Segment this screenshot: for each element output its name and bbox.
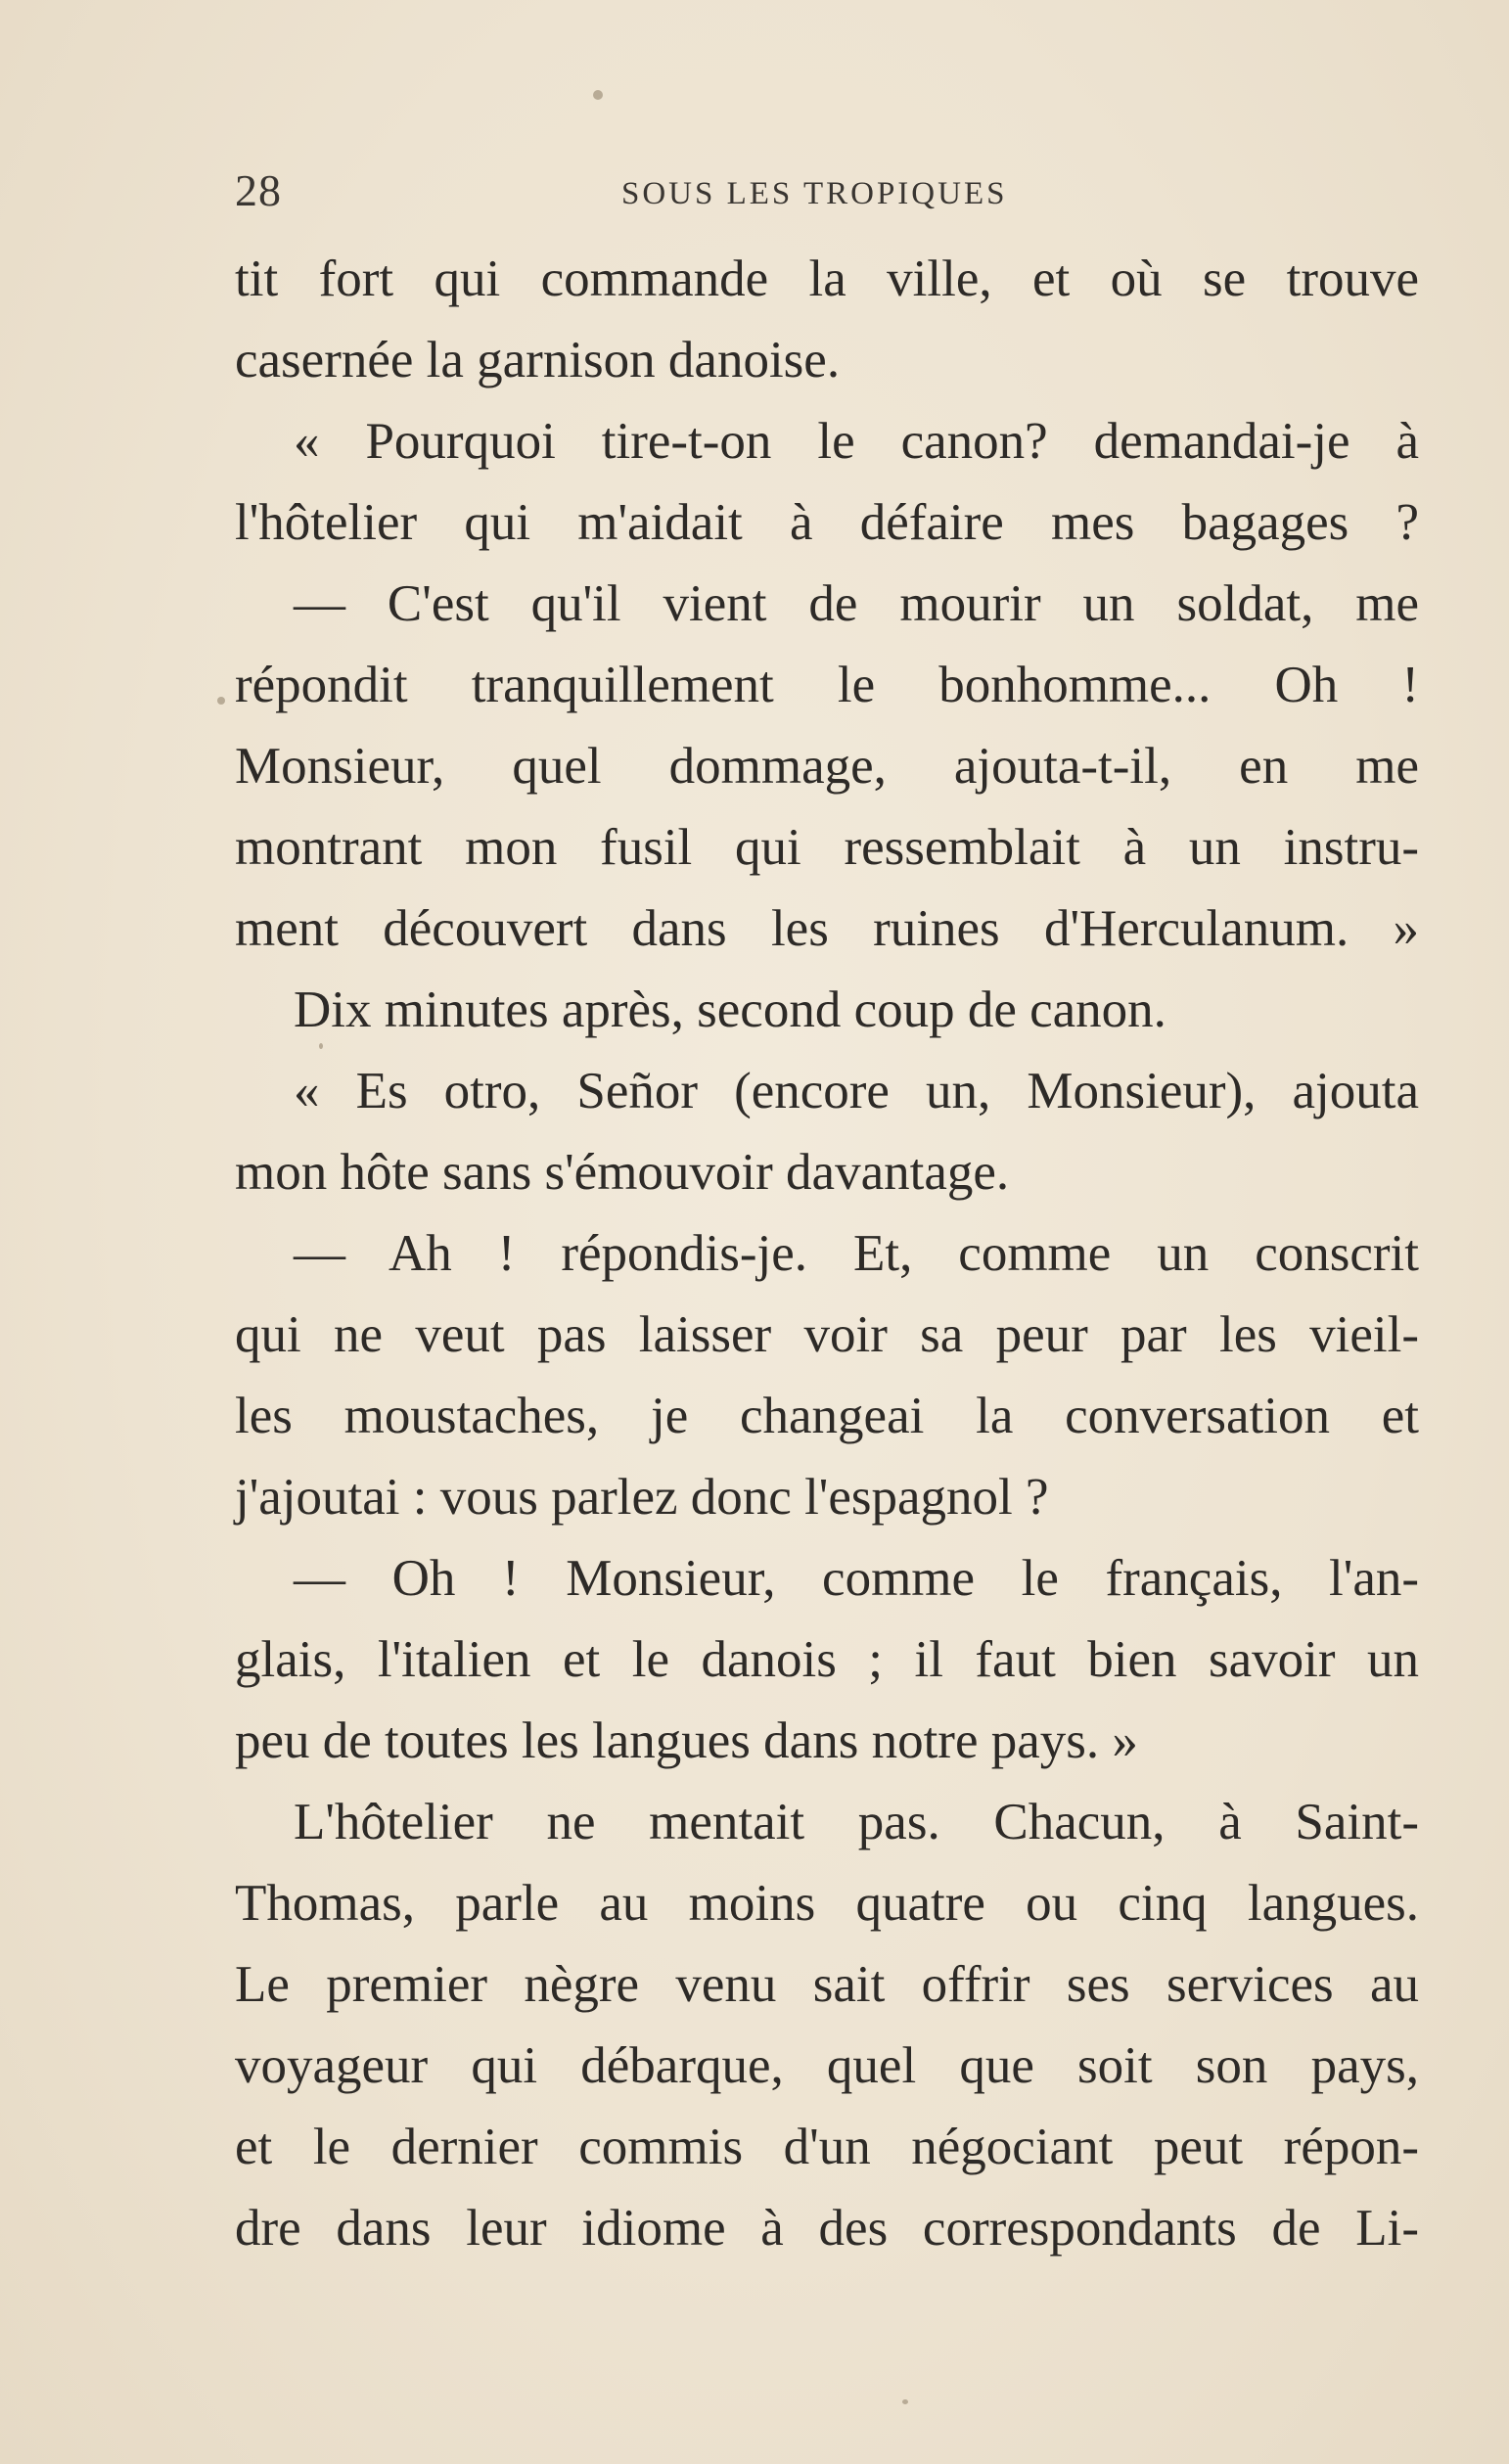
text-line: — Ah ! répondis-je. Et, comme un conscrit (294, 1225, 1419, 1282)
text-line: — C'est qu'il vient de mourir un soldat, me (294, 575, 1419, 632)
text-line: peu de toutes les langues dans notre pays. » (235, 1712, 1138, 1769)
text-line: répondit tranquillement le bonhomme... Oh ! (235, 657, 1419, 713)
text-line: Monsieur, quel dommage, ajouta-t-il, en me (235, 738, 1419, 795)
text-line: dre dans leur idiome à des correspondants de Li- (235, 2200, 1419, 2257)
page-header (235, 164, 1419, 223)
text-line: casernée la garnison danoise. (235, 332, 841, 388)
text-line: voyageur qui débarque, quel que soit son pays, (235, 2037, 1419, 2094)
text-line: L'hôtelier ne mentait pas. Chacun, à Saint- (294, 1794, 1419, 1850)
text-line: tit fort qui commande la ville, et où se trouve (235, 251, 1419, 307)
page-number: 28 (235, 165, 282, 215)
text-line: qui ne veut pas laisser voir sa peur par les vieil- (235, 1306, 1419, 1363)
text-line: et le dernier commis d'un négociant peut répon- (235, 2119, 1419, 2175)
text-line: les moustaches, je changeai la conversation et (235, 1388, 1419, 1444)
running-head: SOUS LES TROPIQUES (621, 176, 1008, 211)
text-line: Thomas, parle au moins quatre ou cinq langues. (235, 1875, 1419, 1932)
text-line: montrant mon fusil qui ressemblait à un instru- (235, 819, 1419, 876)
text-line: Le premier nègre venu sait offrir ses services au (235, 1956, 1419, 2013)
text-line: j'ajoutai : vous parlez donc l'espagnol ? (235, 1469, 1049, 1526)
text-line: « Pourquoi tire-t-on le canon? demandai-je à (294, 413, 1419, 470)
text-line: glais, l'italien et le danois ; il faut bien savoir un (235, 1631, 1419, 1688)
body-text (235, 239, 1419, 2269)
text-line: l'hôtelier qui m'aidait à défaire mes bagages ? (235, 494, 1419, 551)
text-line: mon hôte sans s'émouvoir davantage. (235, 1144, 1010, 1201)
text-line: — Oh ! Monsieur, comme le français, l'an- (294, 1550, 1419, 1607)
text-line: ment découvert dans les ruines d'Herculanum. » (235, 900, 1419, 957)
text-line: « Es otro, Señor (encore un, Monsieur), ajouta (294, 1063, 1419, 1119)
text-line: Dix minutes après, second coup de canon. (294, 981, 1166, 1038)
